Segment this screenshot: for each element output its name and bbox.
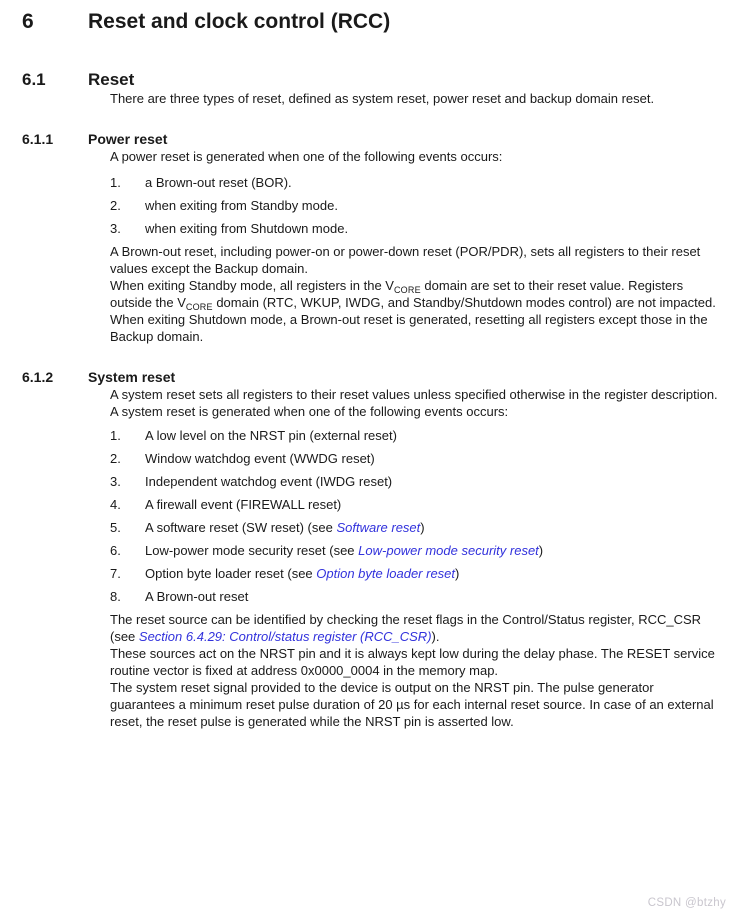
list-item xyxy=(110,197,722,214)
list-item-number: 3. xyxy=(110,221,121,236)
link-option-byte-loader-reset[interactable]: Option byte loader reset xyxy=(316,566,456,581)
chapter-title: Reset and clock control (RCC) xyxy=(88,10,391,33)
para-shutdown-exit: When exiting Shutdown mode, a Brown-out reset is generated, resetting all registers except those in the Backup domain. xyxy=(110,312,708,344)
para-reset-source xyxy=(110,611,722,645)
list-item xyxy=(110,519,722,536)
section-number: 6.1 xyxy=(22,70,46,89)
heading-section-6-1-1 xyxy=(0,131,742,148)
watermark-user: @btzhy xyxy=(685,897,726,909)
section-title: System reset xyxy=(88,369,176,385)
text-run: ) xyxy=(455,566,460,581)
text-run: Option byte loader reset (see xyxy=(145,566,317,581)
list-item-text: A firewall event (FIREWALL reset) xyxy=(145,497,342,512)
list-item xyxy=(110,496,722,513)
list-item-text: when exiting from Shutdown mode. xyxy=(145,221,349,236)
text-run: domain are set to their reset value. Registers outside the V xyxy=(110,278,684,310)
para-standby-exit xyxy=(110,277,722,311)
list-item-text: when exiting from Standby mode. xyxy=(145,198,338,213)
list-item-number: 3. xyxy=(110,474,121,489)
list-item-text: A low level on the NRST pin (external reset) xyxy=(145,428,397,443)
list-item xyxy=(110,220,722,237)
list-item-number: 6. xyxy=(110,543,121,558)
list-item-text: Independent watchdog event (IWDG reset) xyxy=(145,474,393,489)
section-title: Power reset xyxy=(88,131,168,147)
text-run: A software reset (SW reset) (see xyxy=(145,520,337,535)
list-item-number: 2. xyxy=(110,198,121,213)
link-section-6-4-29-rcc-csr[interactable]: Section 6.4.29: Control/status register (RCC_CSR) xyxy=(138,629,432,644)
list-item-text xyxy=(145,565,722,582)
text-run: ) xyxy=(420,520,425,535)
heading-chapter-6 xyxy=(0,0,742,34)
chapter-number: 6 xyxy=(22,10,34,33)
text-run: ). xyxy=(431,629,440,644)
para-pulse-generator: The system reset signal provided to the device is output on the NRST pin. The pulse generator guarantees a minimum reset pulse duration of 20 µs for each internal reset source. In case of an external reset, the reset pulse is generated while the NRST pin is asserted low. xyxy=(110,680,714,729)
list-item-text: a Brown-out reset (BOR). xyxy=(145,175,292,190)
text-run: When exiting Standby mode, all registers in the V xyxy=(110,278,394,293)
subscript-core: CORE xyxy=(185,302,213,312)
list-item-text xyxy=(145,519,722,536)
watermark-brand: CSDN xyxy=(647,897,686,909)
para-brownout: A Brown-out reset, including power-on or power-down reset (POR/PDR), sets all registers to their reset values except the Backup domain. xyxy=(110,244,701,276)
power-reset-events-list xyxy=(110,174,722,237)
para-system-reset-lead: A system reset is generated when one of the following events occurs: xyxy=(110,404,509,419)
section-number: 6.1.2 xyxy=(22,369,54,385)
text-run: domain (RTC, WKUP, IWDG, and Standby/Shutdown modes control) are not impacted. xyxy=(212,295,716,310)
heading-section-6-1-2 xyxy=(0,369,742,386)
subscript-core: CORE xyxy=(393,285,421,295)
list-item xyxy=(110,565,722,582)
para-system-reset-intro: A system reset sets all registers to their reset values unless specified otherwise in the register description. xyxy=(110,387,718,402)
para-power-reset-lead: A power reset is generated when one of the following events occurs: xyxy=(110,149,503,164)
link-software-reset[interactable]: Software reset xyxy=(336,520,421,535)
list-item-number: 4. xyxy=(110,497,121,512)
section-title: Reset xyxy=(88,70,135,89)
list-item-text xyxy=(145,542,722,559)
list-item xyxy=(110,588,722,605)
list-item xyxy=(110,174,722,191)
section-number: 6.1.1 xyxy=(22,131,54,147)
list-item xyxy=(110,542,722,559)
list-item-number: 8. xyxy=(110,589,121,604)
list-item xyxy=(110,473,722,490)
para-nrst-delay: These sources act on the NRST pin and it is always kept low during the delay phase. The RESET service routine vector is fixed at address 0x0000_0004 in the memory map. xyxy=(110,646,715,678)
list-item-text: Window watchdog event (WWDG reset) xyxy=(145,451,375,466)
link-low-power-mode-security-reset[interactable]: Low-power mode security reset xyxy=(358,543,539,558)
list-item xyxy=(110,427,722,444)
text-run: Low-power mode security reset (see xyxy=(145,543,359,558)
text-run: ) xyxy=(538,543,544,558)
list-item xyxy=(110,450,722,467)
csdn-watermark xyxy=(648,897,726,909)
list-item-number: 5. xyxy=(110,520,121,535)
heading-section-6-1 xyxy=(0,70,742,90)
system-reset-events-list xyxy=(110,427,722,605)
text-run: The reset source can be identified by checking the reset flags in the Control/Status register, RCC_CSR (see xyxy=(110,612,702,644)
list-item-number: 2. xyxy=(110,451,121,466)
list-item-number: 1. xyxy=(110,428,121,443)
para-reset-types: There are three types of reset, defined as system reset, power reset and backup domain reset. xyxy=(110,91,655,106)
list-item-text: A Brown-out reset xyxy=(145,589,249,604)
list-item-number: 7. xyxy=(110,566,121,581)
list-item-number: 1. xyxy=(110,175,121,190)
